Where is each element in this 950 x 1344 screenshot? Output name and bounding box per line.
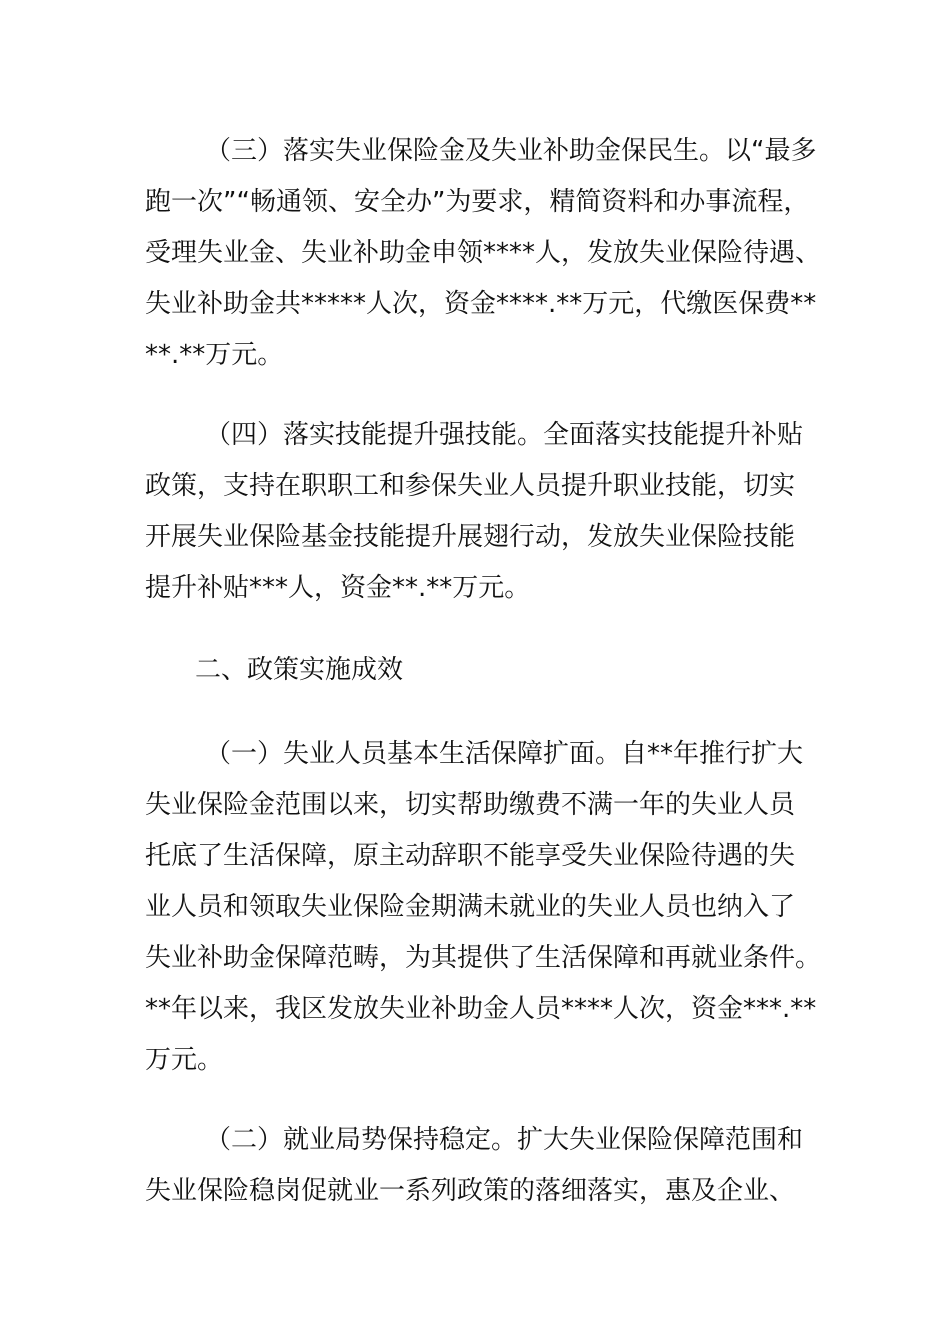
paragraph-line: **年以来，我区发放失业补助金人员****人次，资金***.** (145, 994, 817, 1024)
paragraph-line: 失业补助金共*****人次，资金****.**万元，代缴医保费** (145, 289, 817, 319)
paragraph-line: 开展失业保险基金技能提升展翅行动，发放失业保险技能 (145, 522, 796, 552)
paragraph-line: 万元。 (145, 1045, 224, 1075)
paragraph-line: （一）失业人员基本生活保障扩面。自**年推行扩大 (205, 739, 804, 769)
paragraph-line: （二）就业局势保持稳定。扩大失业保险保障范围和 (205, 1125, 804, 1155)
paragraph-line: 跑一次”“畅通领、安全办”为要求，精简资料和办事流程， (145, 187, 810, 217)
paragraph-line: 业人员和领取失业保险金期满未就业的失业人员也纳入了 (145, 892, 796, 922)
paragraph-line: 受理失业金、失业补助金申领****人，发放失业保险待遇、 (145, 238, 822, 268)
heading-text: 二、政策实施成效 (195, 655, 404, 685)
paragraph-line: 提升补贴***人，资金**.**万元。 (145, 573, 531, 603)
paragraph-line: 失业保险稳岗促就业一系列政策的落细落实，惠及企业、 (145, 1176, 796, 1206)
paragraph-line: 政策，支持在职职工和参保失业人员提升职业技能，切实 (145, 471, 796, 501)
paragraph-line: （三）落实失业保险金及失业补助金保民生。以“最多 (205, 136, 817, 166)
paragraph-section-1-4 (145, 410, 810, 614)
paragraph-line: 托底了生活保障，原主动辞职不能享受失业保险待遇的失 (145, 841, 796, 871)
paragraph-section-1-3 (145, 126, 822, 381)
paragraph-section-2-2 (145, 1115, 810, 1217)
section-heading (145, 645, 810, 696)
paragraph-line: 失业保险金范围以来，切实帮助缴费不满一年的失业人员 (145, 790, 796, 820)
paragraph-line: **.**万元。 (145, 340, 284, 370)
paragraph-line: 失业补助金保障范畴，为其提供了生活保障和再就业条件。 (145, 943, 822, 973)
paragraph-section-2-1 (145, 729, 822, 1086)
paragraph-line: （四）落实技能提升强技能。全面落实技能提升补贴 (205, 420, 804, 450)
